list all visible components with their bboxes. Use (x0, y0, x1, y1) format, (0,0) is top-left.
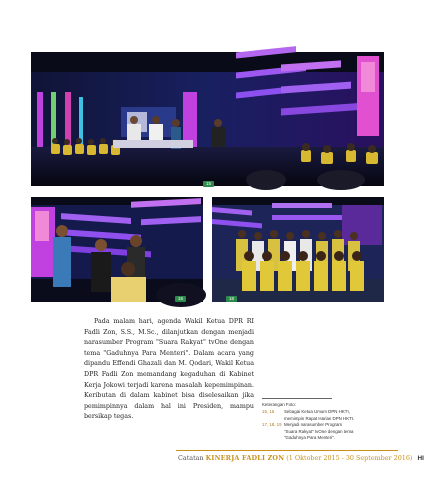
studio-photo-wide (31, 52, 384, 186)
body-paragraph (84, 317, 254, 423)
caption-text: "Suara Rakyat" tvOne dengan tema (284, 428, 354, 434)
page-number: HI (417, 455, 424, 462)
studio-photo-left (31, 197, 203, 302)
caption-text: "Gaduhnya Para Menteri". (284, 435, 335, 441)
body-paragraph-text: Pada malam hari, agenda Wakil Ketua DPR RI Fadli Zon, S.S., M.Sc., dilanjutkan dengan menjadi narasumber Program "Suara Rakyat" tvOne dengan tema "Gaduhnya Para Menteri". Dalam acara yang dipandu Effendi Ghazali dan M. Qodari, Wakil Ketua DPR Fadli Zon memandang kegaduhan di Kabinet Kerja Jokowi terjadi karena masalah kepemimpinan. Keributan di dalam kabinet bisa diselesaikan jika pemimpinnya dalam hal ini Presiden, mampu bersikap tegas. (84, 318, 254, 421)
page-footer (178, 454, 424, 462)
caption-text: Sebagai Ketua Umum DPN HKTI, (284, 409, 350, 415)
caption-photo-numbers: 17, 18, 19 (262, 422, 282, 428)
photo-caption (262, 402, 372, 441)
caption-text: memimpin Rapat Harian DPN HKTI. (284, 415, 355, 421)
caption-text: Menjadi narasumber Program (284, 422, 343, 428)
caption-photo-numbers (262, 435, 284, 441)
photo-number-tag: 16 (175, 296, 186, 302)
footer-prefix: Catatan (178, 454, 204, 462)
caption-photo-numbers: 15, 16 (262, 409, 275, 415)
caption-row (262, 435, 372, 441)
photo-number-tag: 15 (203, 181, 214, 187)
photo-number-tag: 18 (226, 296, 237, 302)
footer-rule (176, 450, 398, 451)
footer-period: (1 Oktober 2015 - 30 September 2016) (286, 454, 413, 462)
group-photo-right (212, 197, 384, 302)
caption-divider (262, 398, 332, 399)
footer-brand: KINERJA FADLI ZON (205, 454, 285, 462)
caption-title: Keterangan Foto: (262, 402, 296, 407)
